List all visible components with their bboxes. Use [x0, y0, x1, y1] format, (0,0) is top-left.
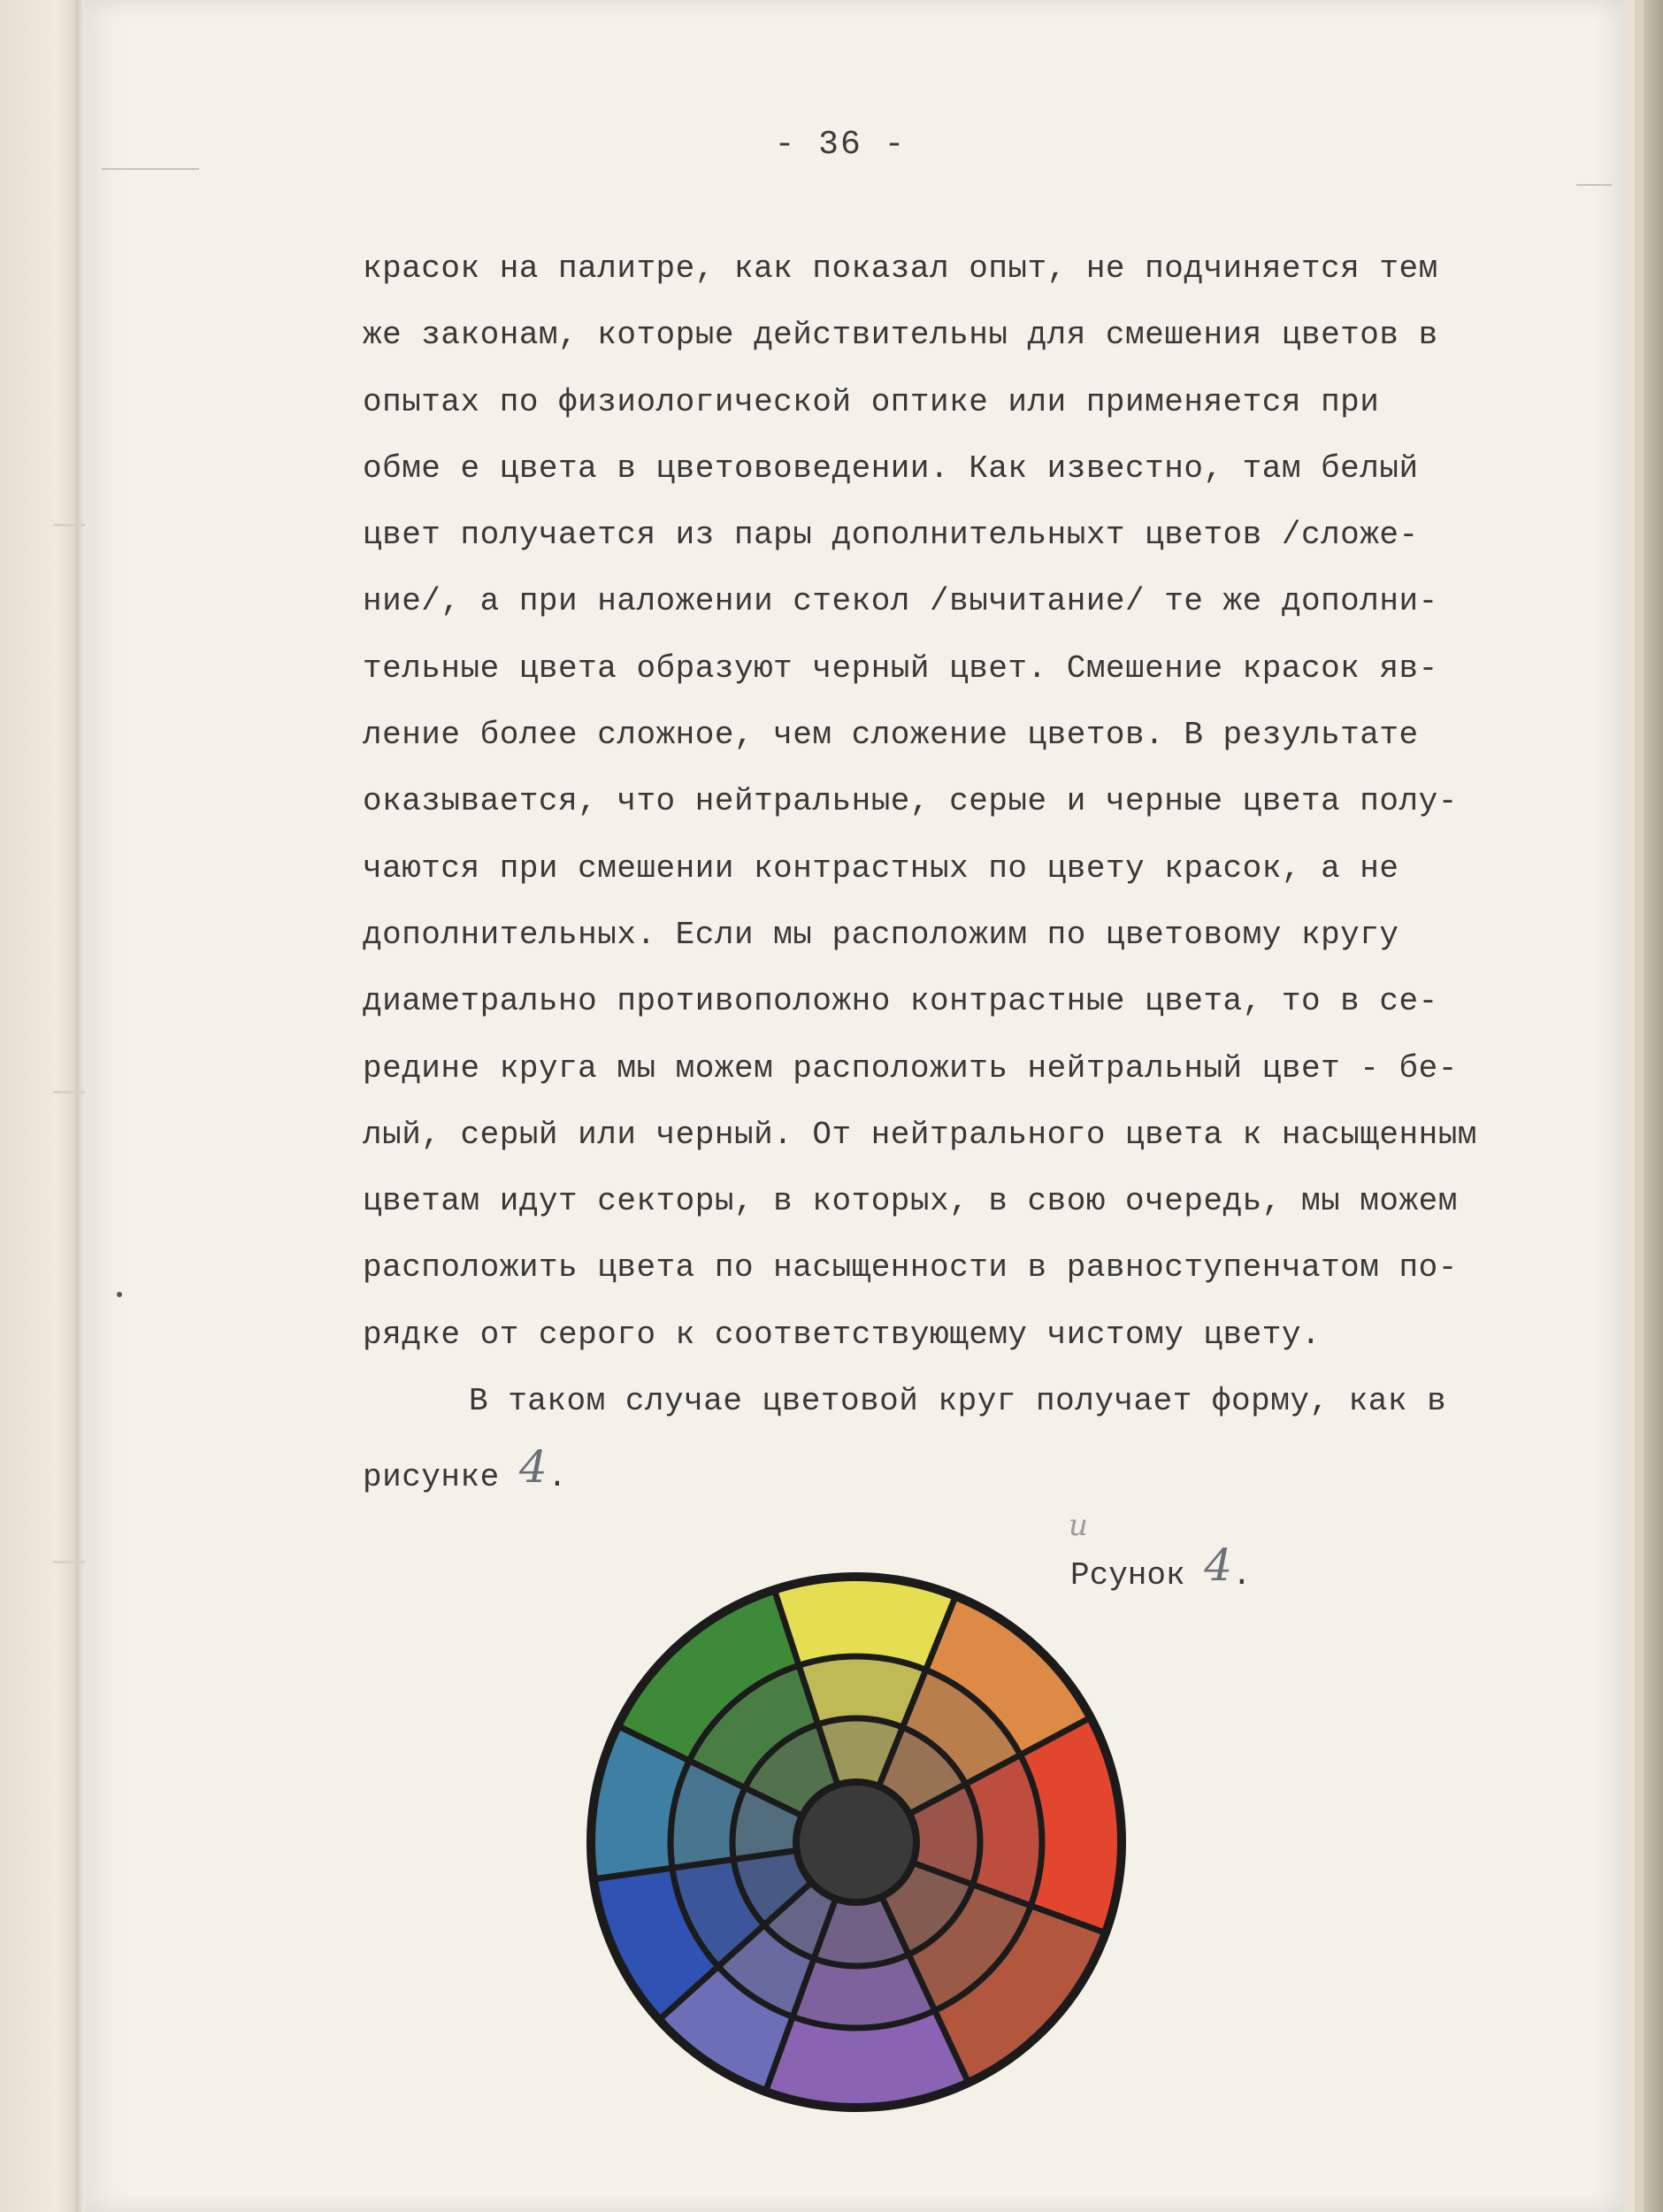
- page-edge: [1644, 0, 1663, 2212]
- text-line: опытах по физиологической оптике или применяется при: [363, 383, 1380, 420]
- ruled-line: [1576, 184, 1612, 186]
- page-edge: [1624, 0, 1635, 2212]
- text-line: же законам, которые действительны для смешения цветов в: [363, 317, 1438, 354]
- sentence-period: .: [548, 1459, 568, 1496]
- text-line: ление более сложное, чем сложение цветов. В результате: [363, 717, 1419, 754]
- text-line: цвет получается из пары дополнительныхт цветов /сложе-: [363, 517, 1419, 554]
- text-line: В таком случае цветовой круг получает форму, как в: [469, 1383, 1447, 1420]
- color-wheel-divider-lines: [591, 1577, 1122, 2108]
- text-line: ние/, а при наложении стекол /вычитание/ те же дополни-: [363, 583, 1438, 620]
- text-line: красок на палитре, как показал опыт, не подчиняется тем: [363, 250, 1438, 287]
- text-line: цветам идут секторы, в которых, в свою очередь, мы можем: [363, 1183, 1458, 1220]
- figure-reference-text: рисунке: [363, 1459, 519, 1496]
- text-line: диаметрально противоположно контрастные цвета, то в се-: [363, 983, 1438, 1020]
- text-line: расположить цвета по насыщенности в равноступенчатом по-: [363, 1249, 1458, 1286]
- handwritten-correction: и: [1069, 1508, 1088, 1543]
- handwritten-figure-number: 4: [1204, 1540, 1233, 1591]
- text-line: тельные цвета образуют черный цвет. Смешение красок яв-: [363, 649, 1438, 687]
- figure-caption-text: Рсунок: [1070, 1557, 1205, 1594]
- text-line-with-figure-reference: [363, 1434, 1575, 1501]
- text-line: чаются при смешении контрастных по цвету красок, а не: [363, 849, 1399, 887]
- ruled-line: [102, 168, 199, 170]
- left-page-strip: [0, 0, 81, 2212]
- text-line: редине круга мы можем расположить нейтральный цвет - бе-: [363, 1049, 1458, 1087]
- text-line: рядке от серого к соответствующему чистому цвету.: [363, 1316, 1322, 1353]
- handwritten-figure-number: 4: [518, 1441, 548, 1494]
- text-line: оказывается, что нейтральные, серые и черные цвета полу-: [363, 783, 1458, 820]
- typed-body-text: [363, 235, 1575, 1502]
- color-wheel-figure: [564, 1550, 1148, 2134]
- wheel-neutral-center: [796, 1782, 916, 1902]
- text-line: лый, серый или черный. От нейтрального цвета к насыщенным: [363, 1116, 1477, 1153]
- text-line: обме е цвета в цветововедении. Как известно, там белый: [363, 449, 1419, 487]
- text-line: дополнительных. Если мы расположим по цветовому кругу: [363, 916, 1399, 953]
- caption-period: .: [1232, 1557, 1252, 1594]
- page-number: - 36 -: [774, 126, 907, 164]
- ink-dot: [117, 1292, 122, 1297]
- page-edge: [1635, 0, 1644, 2212]
